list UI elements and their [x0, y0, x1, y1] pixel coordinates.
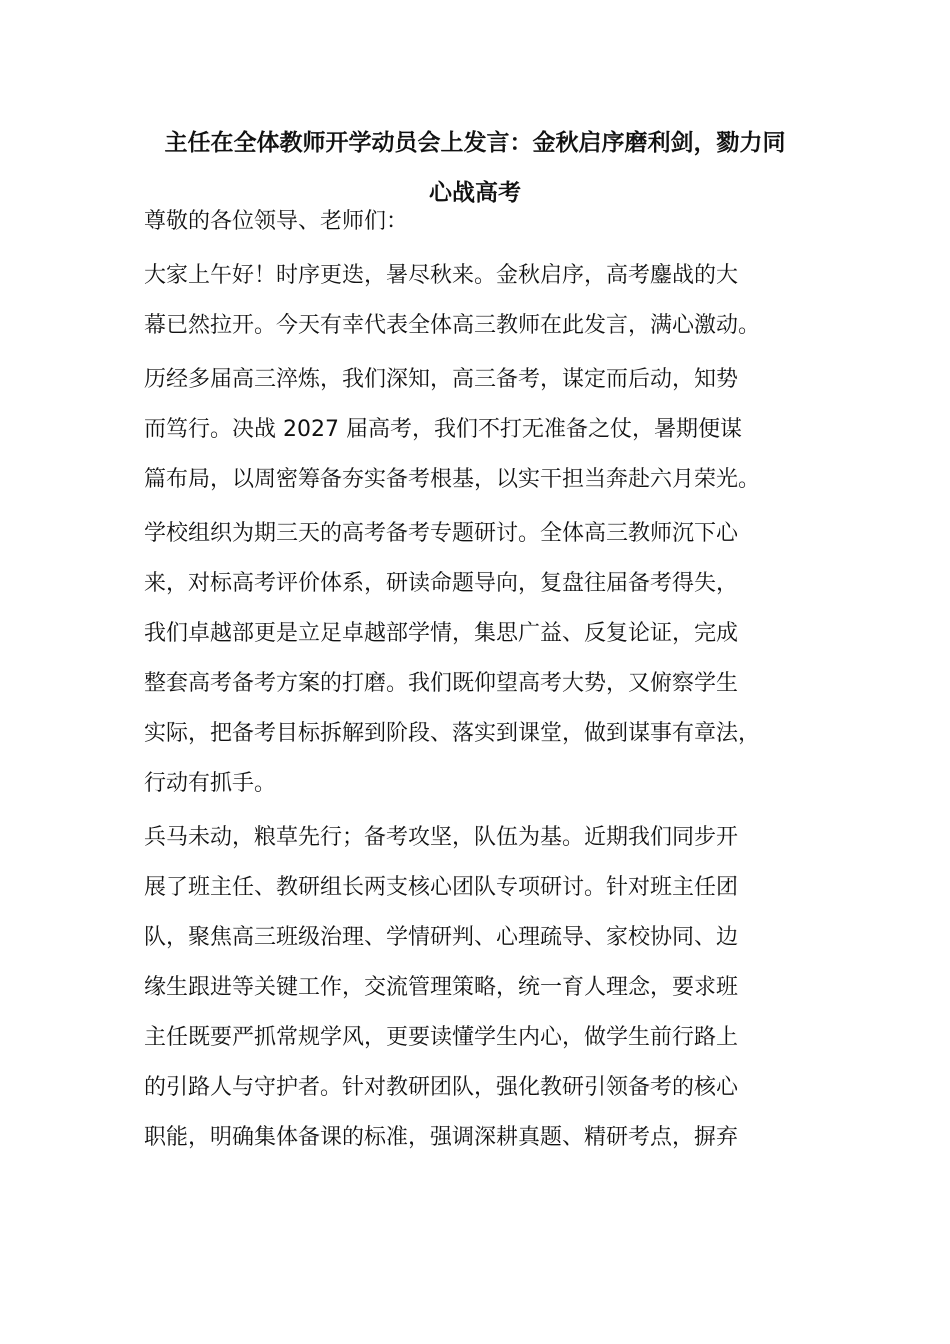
text-line: 的引路人与守护者。针对教研团队，强化教研引领备考的核心: [144, 1075, 739, 1100]
text-line: 缘生跟进等关键工作，交流管理策略，统一育人理念，要求班: [144, 975, 739, 1000]
title-line: 心战高考: [429, 180, 521, 206]
text-line: 历经多届高三淬炼，我们深知，高三备考，谋定而后动，知势: [144, 367, 739, 392]
text-line: 学校组织为期三天的高考备考专题研讨。全体高三教师沉下心: [144, 521, 739, 546]
text-line: 篇布局，以周密筹备夯实备考根基，以实干担当奔赴六月荣光。: [144, 467, 761, 492]
paragraph-seminar: [144, 509, 814, 809]
text-line: 队，聚焦高三班级治理、学情研判、心理疏导、家校协同、边: [144, 925, 739, 950]
text-line: 主任既要严抓常规学风，更要读懂学生内心，做学生前行路上: [144, 1025, 739, 1050]
paragraph-teams: [144, 813, 814, 1163]
document-body: [144, 197, 814, 1167]
text-line: 行动有抓手。: [144, 771, 277, 796]
text-line: 来，对标高考评价体系，研读命题导向，复盘往届备考得失，: [144, 571, 739, 596]
text-line: 实际，把备考目标拆解到阶段、落实到课堂，做到谋事有章法，: [144, 721, 761, 746]
title-line: 主任在全体教师开学动员会上发言：金秋启序磨利剑，勠力同: [164, 130, 786, 156]
text-line: 兵马未动，粮草先行；备考攻坚，队伍为基。近期我们同步开: [144, 825, 739, 850]
text-line: 幕已然拉开。今天有幸代表全体高三教师在此发言，满心激动。: [144, 313, 761, 338]
text-line: 展了班主任、教研组长两支核心团队专项研讨。针对班主任团: [144, 875, 739, 900]
text-line: 整套高考备考方案的打磨。我们既仰望高考大势，又俯察学生: [144, 671, 739, 696]
text-line: 大家上午好！时序更迭，暑尽秋来。金秋启序，高考鏖战的大: [144, 263, 739, 288]
paragraph-greeting: [144, 251, 814, 351]
paragraph-salutation: [144, 197, 814, 247]
text-line: 我们卓越部更是立足卓越部学情，集思广益、反复论证，完成: [144, 621, 739, 646]
text-line: 职能，明确集体备课的标准，强调深耕真题、精研考点，摒弃: [144, 1125, 739, 1150]
text-line: 尊敬的各位领导、老师们：: [144, 209, 409, 234]
paragraph-experience: [144, 355, 814, 505]
text-line: 而笃行。决战 2027 届高考，我们不打无准备之仗，暑期便谋: [144, 417, 742, 442]
